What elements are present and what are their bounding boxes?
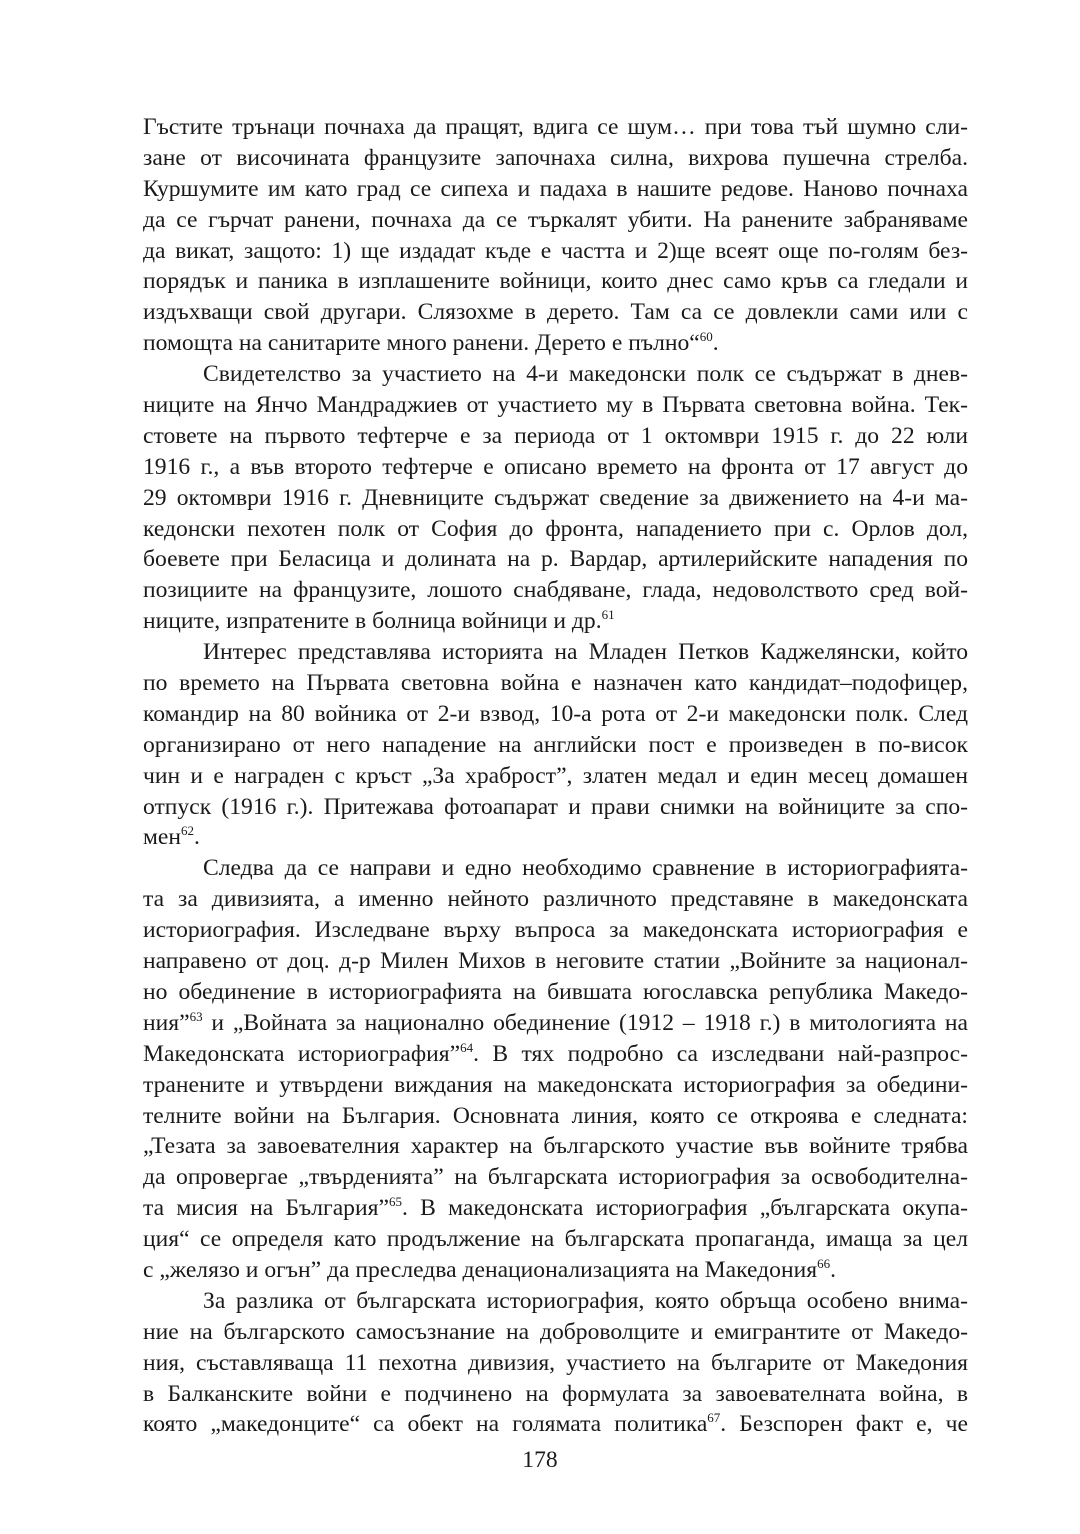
footnote-ref[interactable]: 65	[388, 1194, 402, 1210]
footnote-ref[interactable]: 61	[601, 607, 615, 623]
text-line: направено от доц. д-р Милен Михов в неговите статии „Войните за национал-	[143, 948, 968, 975]
text-line: Свидетелство за участието на 4-и македонски полк се съдържат в днев-	[203, 361, 968, 388]
text-line: ниците, изпратените в болница войници и др.$^{61}$	[143, 607, 615, 635]
text-line: но обединение в историографията на бившата югославска република Македо-	[143, 978, 968, 1005]
text-line: Куршумите им като град се сипеха и падаха в нашите редове. Наново почнаха	[143, 175, 968, 202]
text-line: Следва да се направи и едно необходимо сравнение в историографията-	[203, 855, 968, 882]
footnote-ref[interactable]: 60	[699, 329, 713, 345]
text-line: Гъстите трънаци почнаха да пращят, вдига се шум… при това тъй шумно сли-	[143, 114, 968, 140]
paragraph	[143, 637, 968, 853]
page-number: 178	[522, 1447, 558, 1473]
text-line: ние на българското самосъзнание на доброволците и емигрантите от Македо-	[143, 1318, 968, 1345]
text-line: ния, съставляваща 11 пехотна дивизия, участието на българите от Македония	[143, 1349, 968, 1376]
text-line: по времето на Първата световна война е назначен като кандидат–подофицер,	[143, 670, 968, 697]
text-line: която „македонците“ са обект на голямата политика$^{67}$. Безспорен факт е, че	[143, 1410, 968, 1438]
text-line: ция“ се определя като продължение на българската пропаганда, имаща за цел	[143, 1226, 968, 1253]
text-line: зане от височината французите започнаха силна, вихрова пушечна стрелба.	[143, 144, 968, 171]
footnote-ref[interactable]: 67	[707, 1410, 721, 1426]
text-line: помощта на санитарите много ранени. Дерето е пълно“$^{60}$.	[143, 329, 719, 357]
text-line: транените и утвърдени виждания на македонската историография за обедини-	[143, 1071, 968, 1098]
text-line: стовете на първото тефтерче е за периода от 1 октомври 1915 г. до 22 юли	[143, 422, 968, 449]
text-line: телните войни на България. Основната линия, която се откроява е следната:	[143, 1102, 968, 1129]
paragraph	[143, 112, 968, 359]
text-line: с „желязо и огън” да преследва денационализацията на Македония$^{66}$.	[143, 1255, 836, 1283]
text-line: да се гърчат ранени, почнаха да се търкалят убити. На ранените забраняваме	[143, 206, 968, 233]
text-line: позициите на французите, лошото снабдяване, глада, недоволството сред вой-	[143, 577, 968, 604]
footnote-ref[interactable]: 63	[189, 1008, 203, 1024]
paragraph	[143, 853, 968, 1285]
text-line: командир на 80 войника от 2-и взвод, 10-а рота от 2-и македонски полк. След	[143, 700, 968, 727]
text-line: Македонската историография”$^{64}$. В тях подробно са изследвани най-разпрос-	[143, 1039, 968, 1067]
footnote-ref[interactable]: 66	[817, 1255, 831, 1271]
text-line: кедонски пехотен полк от София до фронта, нападението при с. Орлов дол,	[143, 515, 968, 542]
text-line: та мисия на България”$^{65}$. В македонската историография „българската окупа-	[143, 1194, 968, 1222]
text-line: 29 октомври 1916 г. Дневниците съдържат сведение за движението на 4-и ма-	[143, 484, 968, 511]
text-line: боевете при Беласица и долината на р. Вардар, артилерийските нападения по	[143, 546, 968, 573]
text-line: 1916 г., а във второто тефтерче е описано времето на фронта от 17 август до	[143, 453, 968, 480]
text-line: да опровергае „твърденията” на българската историография за освободителна-	[143, 1164, 968, 1191]
page-body	[143, 112, 968, 1440]
text-line: в Балканските войни е подчинено на формулата за завоевателната война, в	[143, 1380, 968, 1407]
text-line: мен$^{62}$.	[143, 823, 200, 851]
text-line: да викат, защото: 1) ще издадат къде е частта и 2)ще всеят още по-голям без-	[143, 237, 968, 264]
text-line: ния”$^{63}$ и „Войната за национално обединение (1912 – 1918 г.) в митологията на	[143, 1008, 968, 1036]
text-line: историография. Изследване върху въпроса за македонската историография е	[143, 917, 968, 944]
text-line: порядък и паника в изплашените войници, които днес само кръв са гледали и	[143, 268, 968, 295]
paragraph	[143, 1286, 968, 1440]
text-line: За разлика от българската историография, която обръща особено внима-	[203, 1287, 968, 1314]
text-line: та за дивизията, а именно нейното различното представяне в македонската	[143, 886, 968, 913]
footnote-ref[interactable]: 64	[460, 1039, 474, 1055]
text-line: отпуск (1916 г.). Притежава фотоапарат и прави снимки на войниците за спо-	[143, 793, 968, 820]
text-line: ниците на Янчо Мандраджиев от участието му в Първата световна война. Тек-	[143, 392, 968, 419]
text-line: Интерес представлява историята на Младен Петков Каджелянски, който	[203, 639, 968, 666]
footnote-ref[interactable]: 62	[181, 823, 195, 839]
text-line: чин и е награден с кръст „За храброст”, златен медал и един месец домашен	[143, 762, 968, 789]
text-line: издъхващи свой другари. Слязохме в дерето. Там са се довлекли сами или с	[143, 299, 968, 326]
paragraph	[143, 359, 968, 637]
text-line: „Тезата за завоевателния характер на българското участие във войните трябва	[143, 1133, 968, 1160]
text-line: организирано от него нападение на английски пост е произведен в по-висок	[143, 731, 968, 758]
